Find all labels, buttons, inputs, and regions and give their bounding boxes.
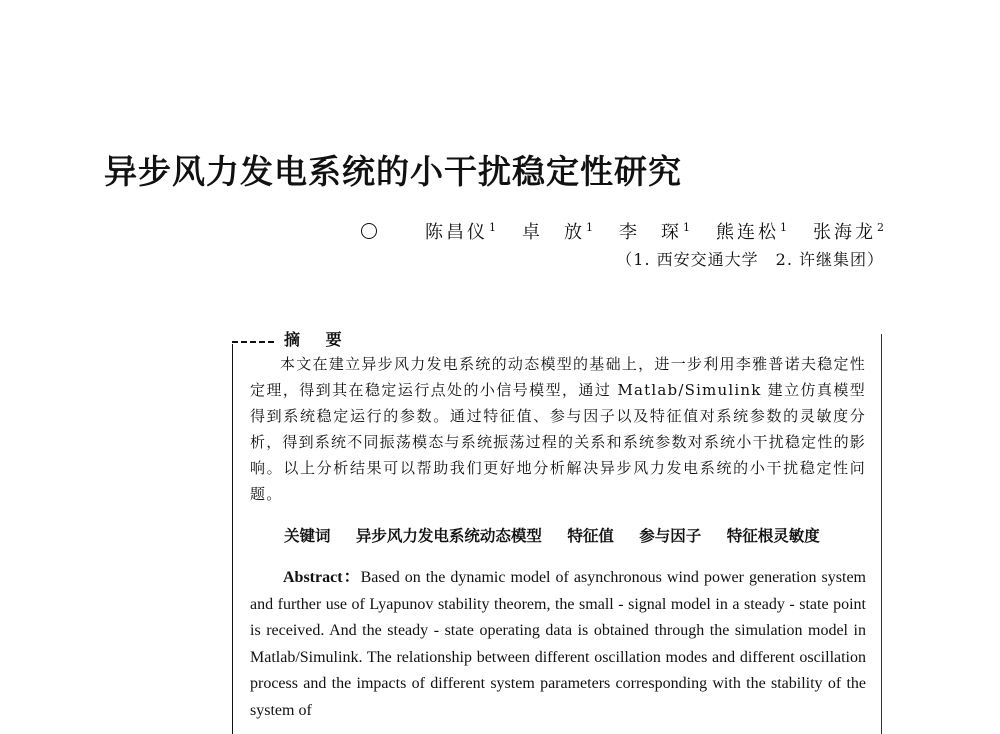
author-list [361,218,884,244]
keyword-item: 参与因子 [639,527,702,545]
abstract-box [232,330,882,734]
author-3: 李 琛$^1$ [619,221,690,243]
author-4: 熊连松$^1$ [716,221,787,243]
keyword-item: 异步风力发电系统动态模型 [355,527,542,545]
affiliations: （1. 西安交通大学 2. 许继集团） [616,250,884,269]
keyword-item: 特征值 [567,527,614,545]
box-left-rule [232,344,233,734]
english-abstract-separator: ： [342,569,361,586]
english-abstract-text: Based on the dynamic model of asynchronous wind power generation system and further use of Lyapunov stability theorem, the small - signal model in a steady - state point is received. And the steady - state operating data is obtained through the simulation model in Matlab/Simulink. The relationship between different oscillation modes and different oscillation process and the impacts of different system parameters corresponding with the stability of the system of [250,569,866,719]
box-top-rule [232,341,274,343]
english-abstract-label: Abstract [283,569,343,586]
english-abstract [250,565,866,724]
author-1: 陈昌仪$^1$ [425,221,496,243]
author-5: 张海龙$^2$ [813,221,884,243]
abstract-text: 本文在建立异步风力发电系统的动态模型的基础上，进一步利用李雅普诺夫稳定性定理，得到其在稳定运行点处的小信号模型，通过 Matlab/Simulink 建立仿真模型得到系统稳定运行的参数。通过特征值、参与因子以及特征值对系统参数的灵敏度分析，得到系统不同振荡模态与系统振荡过程的关系和系统参数对系统小干扰稳定性的影响。以上分析结果可以帮助我们更好地分析解决异步风力发电系统的小干扰稳定性问题。 [250,355,866,503]
author-2: 卓 放$^1$ [522,221,593,243]
keyword-item: 特征根灵敏度 [726,527,820,545]
paper-title: 异步风力发电系统的小干扰稳定性研究 [104,152,682,191]
keywords-label: 关键词 [284,527,331,545]
abstract-label: 摘 要 [284,330,352,349]
keywords-line [284,524,840,546]
box-right-rule [881,334,882,734]
circle-bullet-icon [361,223,377,239]
